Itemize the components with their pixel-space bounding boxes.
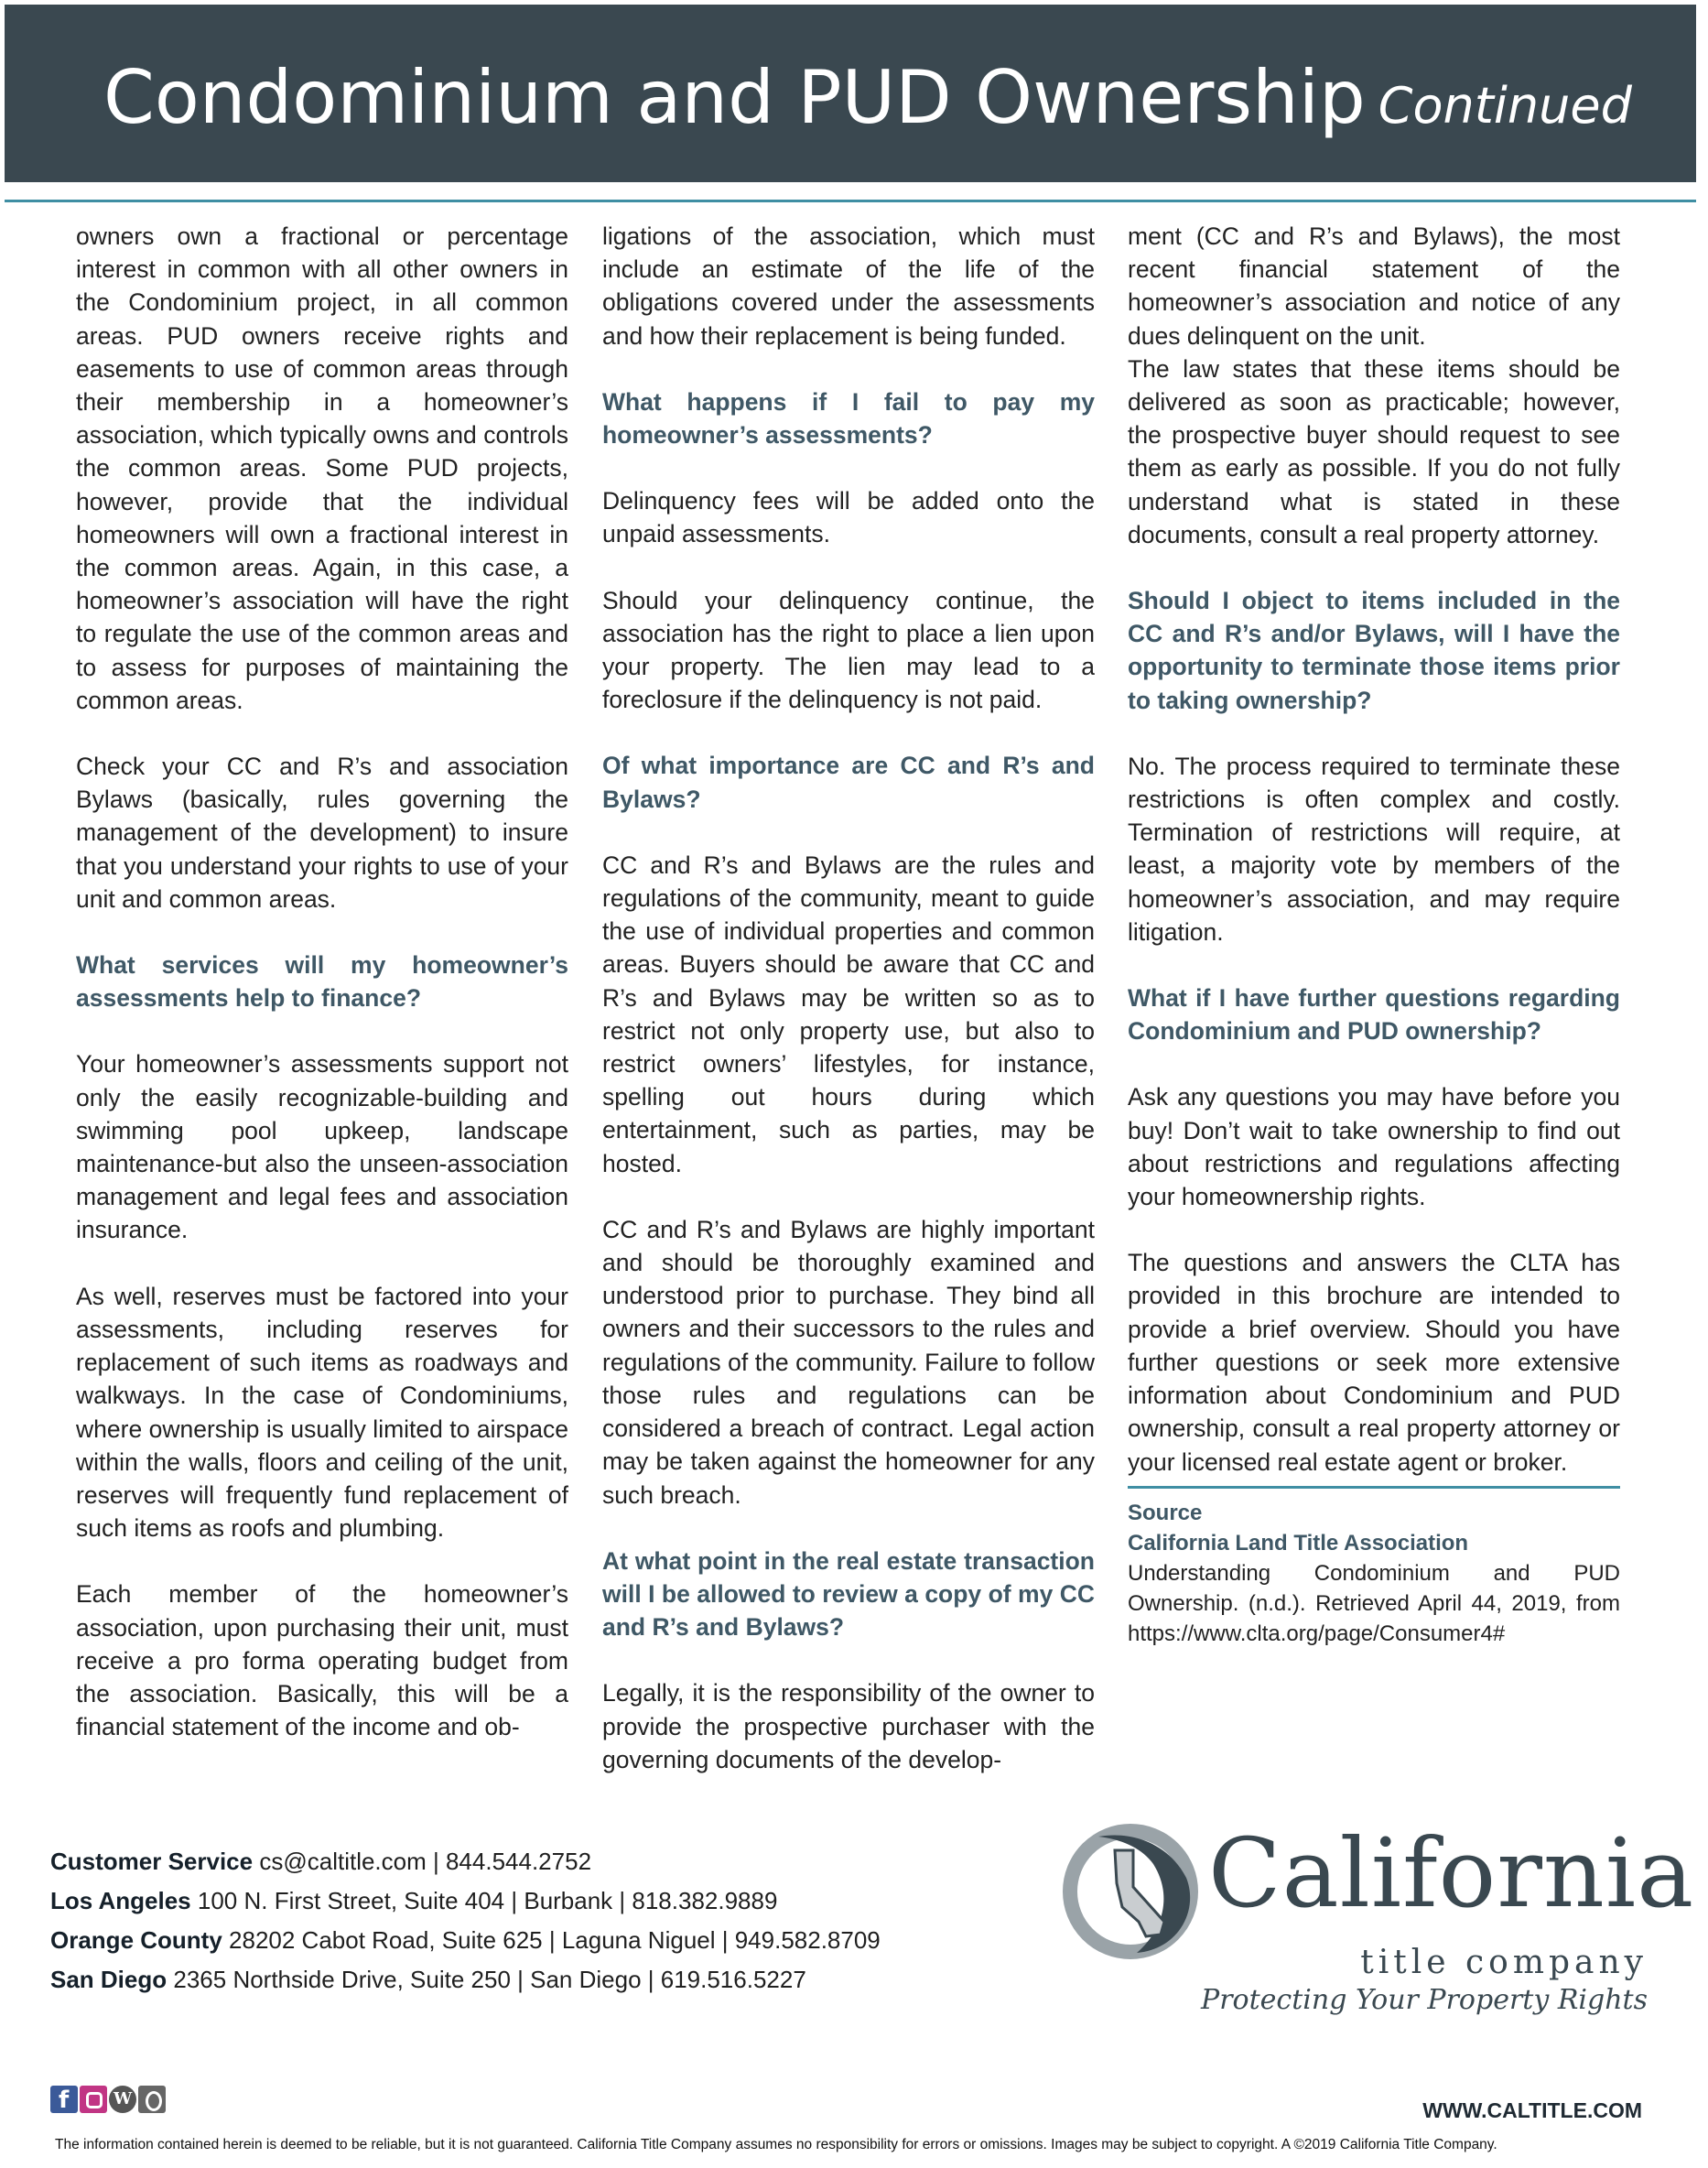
company-logo [1062,1817,1695,2028]
logo-wordmark: California [1208,1817,1695,1929]
source-citation: Understanding Condominium and PUD Ownership. (n.d.). Retrieved April 44, 2019, from https://www.clta.org/page/Consumer4# [1128,1560,1620,1646]
paragraph: No. The process required to terminate these restrictions is often complex and costly. Termination of restrictions will require, at least, a majority vote by members of the homeowner’s association, and may require litigation. [1128,752,1620,946]
social-links [50,2086,166,2113]
contact-value: 100 N. First Street, Suite 404 | Burbank | 818.382.9889 [197,1887,778,1914]
contact-label: Orange County [50,1926,222,1954]
source-divider [1128,1486,1620,1489]
paragraph: The questions and answers the CLTA has provided in this brochure are intended to provide a brief overview. Should you have further questions or seek more extensive information about Condominium and PUD ownership, consult a real property attorney or your licensed real estate agent or broker. [1128,1249,1620,1476]
title-continued: Continued [1378,77,1632,135]
contact-block [50,1842,881,2000]
question-heading: What services will my homeowner’s assessments help to finance? [76,951,568,1013]
paragraph: Each member of the homeowner’s association, upon purchasing their unit, must receive a pro forma operating budget from the association. Basically, this will be a financial statement of the income and ob- [76,1580,568,1741]
paragraph: Legally, it is the responsibility of the owner to provide the prospective purchaser with the governing documents of the develop- [602,1679,1095,1773]
blog-icon[interactable] [138,2086,166,2113]
source-org: California Land Title Association [1128,1530,1469,1556]
paragraph: CC and R’s and Bylaws are highly important and should be thoroughly examined and understood prior to purchase. They bind all owners and their successors to the rules and regulations of the community. Failure to follow those rules and regulations can be considered a breach of contract. Legal action may be taken against the homeowner for any such breach. [602,1215,1095,1509]
contact-san-diego [50,1960,881,2000]
contact-value: 2365 Northside Drive, Suite 250 | San Diego | 619.516.5227 [173,1966,806,1993]
page-title [103,55,1632,140]
header-divider [5,200,1696,202]
contact-orange-county [50,1921,881,1960]
paragraph: ment (CC and R’s and Bylaws), the most recent financial statement of the homeowner’s association and notice of any dues delinquent on the unit. [1128,222,1620,350]
website-link[interactable]: WWW.CALTITLE.COM [1422,2098,1642,2122]
source-block [1128,1498,1620,1649]
question-heading: Should I object to items included in the CC and R’s and/or Bylaws, will I have the opportunity to terminate those items prior to taking ownership? [1128,587,1620,714]
column-1 [76,220,568,1776]
paragraph: Should your delinquency continue, the association has the right to place a lien upon your property. The lien may lead to a foreclosure if the delinquency is not paid. [602,586,1095,714]
contact-label: Customer Service [50,1848,254,1875]
contact-customer-service [50,1842,881,1881]
logo-tagline: Protecting Your Property Rights [1201,1984,1648,2016]
question-heading: At what point in the real estate transaction will I be allowed to review a copy of my CC and R’s and Bylaws? [602,1546,1095,1642]
column-2 [602,220,1095,1809]
source-label: Source [1128,1500,1203,1525]
contact-label: Los Angeles [50,1887,191,1914]
paragraph: owners own a fractional or percentage interest in common with all other owners in the Condominium project, in all common areas. PUD owners receive rights and easements to use of common areas through their membership in a homeowner’s association, which typically owns and controls the common areas. Some PUD projects, however, provide that the individual homeowners will own a fractional interest in the common areas. Again, in this case, a homeowner’s association will have the right to regulate the use of the common areas and to assess for purposes of maintaining the common areas. [76,222,568,714]
question-heading: Of what importance are CC and R’s and Bylaws? [602,752,1095,813]
page-header [5,5,1696,182]
paragraph: Ask any questions you may have before you buy! Don’t wait to take ownership to find out about restrictions and regulations affecting your homeownership rights. [1128,1083,1620,1211]
paragraph: The law states that these items should be delivered as soon as practicable; however, the prospective buyer should request to see them as early as possible. If you do not fully understand what is stated in these documents, consult a real property attorney. [1128,354,1620,548]
wordpress-icon[interactable] [109,2086,136,2113]
logo-subtitle: title company [1360,1944,1648,1981]
contact-value: 28202 Cabot Road, Suite 625 | Laguna Niguel | 949.582.8709 [229,1926,881,1954]
paragraph: Check your CC and R’s and association Bylaws (basically, rules governing the management of the development) to insure that you understand your rights to use of your unit and common areas. [76,753,568,913]
disclaimer-text: The information contained herein is deemed to be reliable, but it is not guaranteed. California Title Company assumes no responsibility for errors or omissions. Images may be subject to copyright. A ©2019 California Title Company. [55,2137,1497,2152]
question-heading: What if I have further questions regarding Condominium and PUD ownership? [1128,984,1620,1046]
paragraph: CC and R’s and Bylaws are the rules and regulations of the community, meant to guide the use of individual properties and common areas. Buyers should be aware that CC and R’s and Bylaws may be written so as to restrict not only property use, but also to restrict owners’ lifestyles, for instance, spelling out hours during which entertainment, such as parties, may be hosted. [602,851,1095,1177]
title-text: Condominium and PUD Ownership [103,55,1366,140]
paragraph: ligations of the association, which must include an estimate of the life of the obligations covered under the assessments and how their replacement is being funded. [602,222,1095,350]
contact-label: San Diego [50,1966,168,1993]
california-state-icon [1062,1823,1199,1960]
instagram-icon[interactable] [80,2086,107,2113]
paragraph: As well, reserves must be factored into your assessments, including reserves for replacement of such items as roadways and walkways. In the case of Condominiums, where ownership is usually limited to airspace within the walls, floors and ceiling of the unit, reserves will frequently fund replacement of such items as roofs and plumbing. [76,1282,568,1543]
contact-los-angeles [50,1881,881,1921]
contact-value[interactable]: cs@caltitle.com | 844.544.2752 [259,1848,592,1875]
paragraph: Your homeowner’s assessments support not only the easily recognizable-building and swimming pool upkeep, landscape maintenance-but also the unseen-association management and legal fees and association insurance. [76,1050,568,1244]
paragraph: Delinquency fees will be added onto the unpaid assessments. [602,487,1095,548]
column-3 [1128,220,1620,1649]
question-heading: What happens if I fail to pay my homeowner’s assessments? [602,387,1095,450]
facebook-icon[interactable] [50,2086,78,2113]
